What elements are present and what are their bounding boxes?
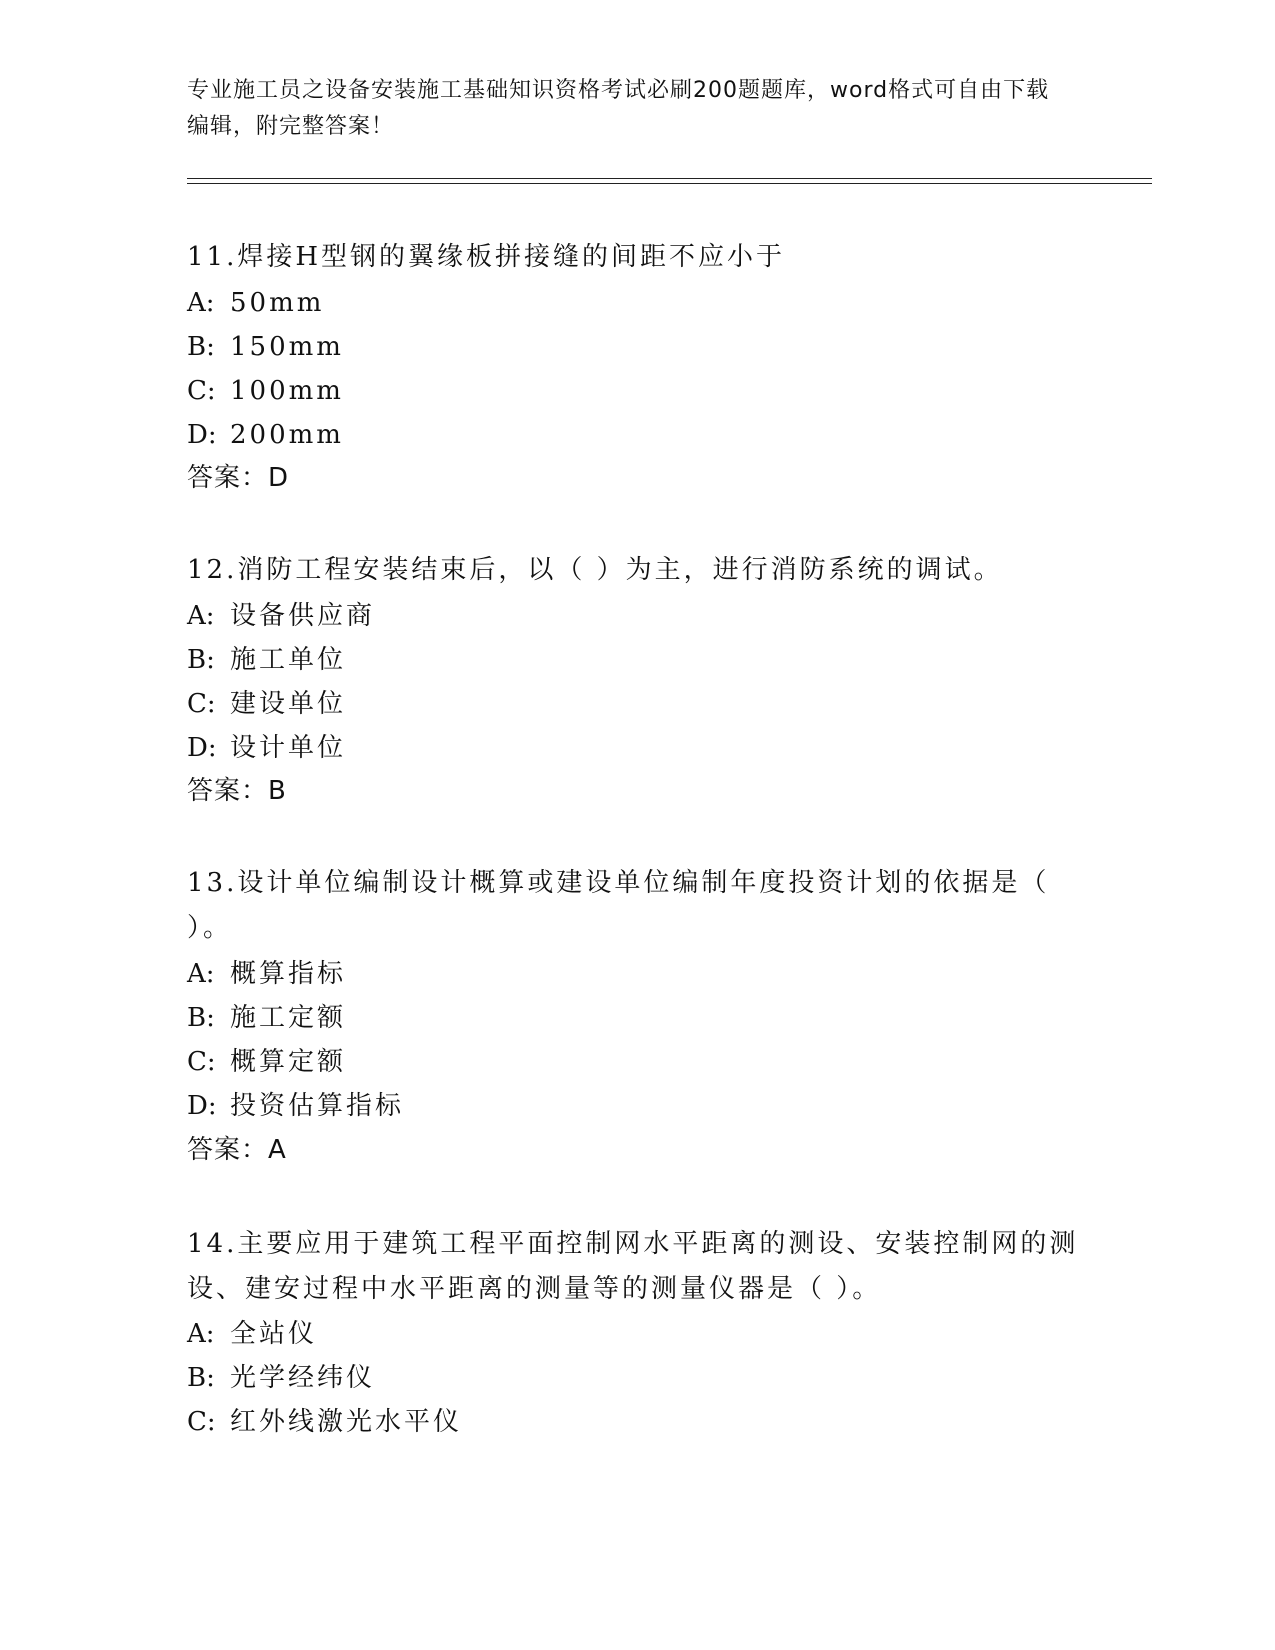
option-text: 150mm: [230, 332, 344, 362]
option-b: [187, 1358, 375, 1398]
option-label: B:: [187, 645, 215, 675]
option-label: B:: [187, 1363, 215, 1393]
option-label: B:: [187, 332, 215, 362]
option-text: 建设单位: [230, 689, 347, 719]
header-divider-bottom: [187, 183, 1152, 184]
option-label: D:: [187, 1091, 217, 1121]
answer-value: D: [268, 463, 290, 493]
option-label: A:: [187, 1319, 215, 1349]
option-label: D:: [187, 733, 217, 763]
header-divider-top: [187, 178, 1152, 179]
question-text: 11.焊接H型钢的翼缘板拼接缝的间距不应小于: [187, 242, 786, 272]
answer-line: [187, 771, 287, 811]
question-text: 14.主要应用于建筑工程平面控制网水平距离的测设、安装控制网的测设、建安过程中水平距离的测量等的测量仪器是（ ）。: [187, 1229, 1079, 1304]
option-c: [187, 1042, 346, 1082]
option-text: 红外线激光水平仪: [230, 1407, 463, 1437]
document-header: 专业施工员之设备安装施工基础知识资格考试必刷200题题库，word格式可自由下载编辑，附完整答案！: [187, 78, 1050, 139]
option-text: 施工定额: [230, 1003, 347, 1033]
question-text: 12.消防工程安装结束后，以（ ）为主，进行消防系统的调试。: [187, 555, 1003, 585]
answer-line: [187, 458, 289, 498]
option-text: 100mm: [230, 376, 344, 406]
option-label: A:: [187, 288, 215, 318]
option-a: [187, 1314, 317, 1354]
option-b: [187, 998, 346, 1038]
option-text: 光学经纬仪: [230, 1363, 376, 1393]
option-text: 投资估算指标: [230, 1091, 405, 1121]
option-text: 200mm: [230, 420, 344, 450]
option-label: C:: [187, 376, 216, 406]
option-text: 施工单位: [230, 645, 347, 675]
option-text: 设备供应商: [230, 601, 376, 631]
option-text: 概算指标: [230, 959, 347, 989]
option-c: [187, 371, 344, 411]
option-b: [187, 327, 344, 367]
answer-prefix: 答案：: [187, 1135, 269, 1165]
option-text: 50mm: [230, 288, 325, 318]
option-c: [187, 1402, 462, 1442]
option-text: 全站仪: [230, 1319, 318, 1349]
option-label: C:: [187, 1407, 216, 1437]
option-a: [187, 596, 375, 636]
answer-value: B: [268, 776, 287, 806]
question-text: 13.设计单位编制设计概算或建设单位编制年度投资计划的依据是（ ）。: [187, 868, 1050, 943]
option-b: [187, 640, 346, 680]
option-d: [187, 1086, 404, 1126]
option-text: 概算定额: [230, 1047, 347, 1077]
option-text: 设计单位: [230, 733, 347, 763]
answer-value: A: [268, 1135, 287, 1165]
option-d: [187, 415, 344, 455]
option-a: [187, 283, 324, 323]
answer-prefix: 答案：: [187, 463, 269, 493]
option-label: A:: [187, 959, 215, 989]
answer-line: [187, 1130, 287, 1170]
option-c: [187, 684, 346, 724]
option-label: B:: [187, 1003, 215, 1033]
option-d: [187, 728, 346, 768]
option-a: [187, 954, 346, 994]
option-label: C:: [187, 689, 216, 719]
option-label: A:: [187, 601, 215, 631]
answer-prefix: 答案：: [187, 776, 269, 806]
option-label: C:: [187, 1047, 216, 1077]
option-label: D:: [187, 420, 217, 450]
